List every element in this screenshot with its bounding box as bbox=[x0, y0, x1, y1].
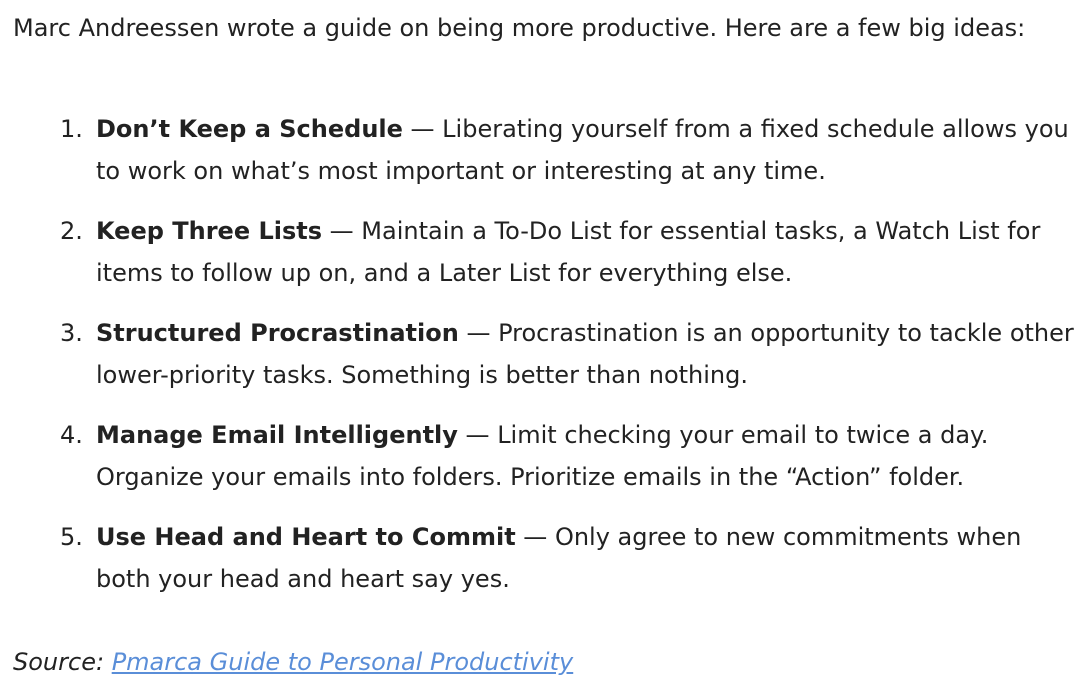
list-item-text: Maintain a To-Do List for essential tasks, a Watch List for items to follow up on, and a Later List for everything else. bbox=[96, 217, 1041, 287]
list-item bbox=[60, 414, 1080, 498]
intro-text: Marc Andreessen wrote a guide on being more productive. Here are a few big ideas: bbox=[13, 14, 1026, 42]
list-item-separator: — bbox=[322, 217, 362, 245]
list-item-text: Only agree to new commitments when both your head and heart say yes. bbox=[96, 523, 1022, 593]
list-item-number: 2. bbox=[60, 217, 83, 245]
list-item-body bbox=[96, 516, 1080, 600]
source-link[interactable]: Pmarca Guide to Personal Productivity bbox=[111, 648, 574, 676]
list-item-text: Limit checking your email to twice a day. Organize your emails into folders. Prioritize emails in the “Action” folder. bbox=[96, 421, 989, 491]
list-item-title: Keep Three Lists bbox=[96, 217, 323, 245]
list-item-number: 1. bbox=[60, 115, 83, 143]
tips-list bbox=[60, 108, 1080, 618]
list-item-number: 5. bbox=[60, 523, 83, 551]
list-item-separator: — bbox=[458, 319, 499, 347]
list-item-title: Manage Email Intelligently bbox=[96, 421, 458, 449]
source-line bbox=[13, 642, 573, 682]
list-item-separator: — bbox=[457, 421, 498, 449]
list-item bbox=[60, 108, 1080, 192]
list-item-body bbox=[96, 414, 1080, 498]
list-item bbox=[60, 516, 1080, 600]
list-item-title: Use Head and Heart to Commit bbox=[96, 523, 516, 551]
list-item-body bbox=[96, 108, 1080, 192]
list-item bbox=[60, 210, 1080, 294]
list-item bbox=[60, 312, 1080, 396]
list-item-text: Procrastination is an opportunity to tackle other lower-priority tasks. Something is better than nothing. bbox=[96, 319, 1074, 389]
list-item-title: Structured Procrastination bbox=[96, 319, 459, 347]
list-item-body bbox=[96, 312, 1080, 396]
list-item-number: 4. bbox=[60, 421, 83, 449]
list-item-body bbox=[96, 210, 1080, 294]
list-item-number: 3. bbox=[60, 319, 83, 347]
list-item-separator: — bbox=[515, 523, 555, 551]
list-item-title: Don’t Keep a Schedule bbox=[96, 115, 403, 143]
source-label: Source: bbox=[13, 648, 105, 676]
list-item-separator: — bbox=[402, 115, 443, 143]
list-item-text: Liberating yourself from a fixed schedule allows you to work on what’s most important or interesting at any time. bbox=[96, 115, 1069, 185]
